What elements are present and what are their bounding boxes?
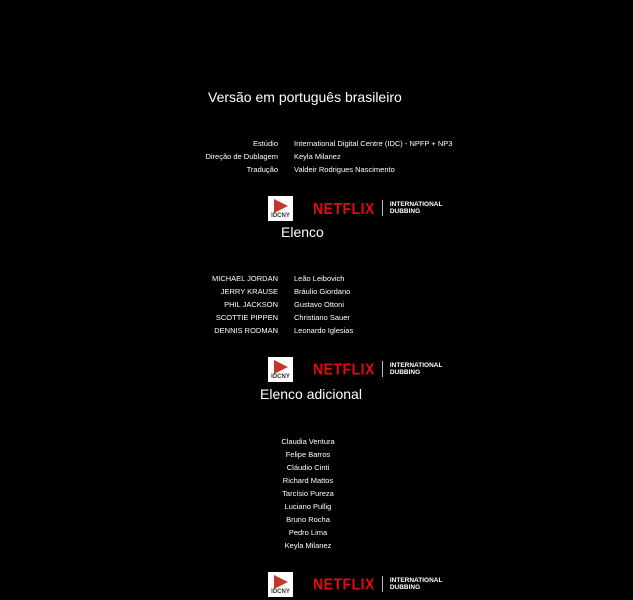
character-name: SCOTTIE PIPPEN (215, 313, 278, 322)
credit-role: Tradução (246, 165, 278, 174)
cast-row (174, 311, 353, 324)
dubbing-logos (268, 195, 442, 221)
character-name: PHIL JACKSON (224, 300, 278, 309)
studio-credits (174, 137, 452, 176)
cast-row (174, 272, 353, 285)
dubbing-logos (268, 356, 442, 382)
additional-cast-name: Felipe Barros (285, 450, 331, 459)
international-dubbing-label (390, 201, 443, 215)
netflix-logo: NETFLIX (313, 198, 375, 218)
additional-cast-name: Luciano Pullig (284, 502, 332, 511)
international-label: INTERNATIONAL (389, 577, 443, 584)
idc-logo (268, 572, 293, 597)
credit-row (174, 163, 452, 176)
idc-logo (268, 196, 293, 221)
idc-logo-text: IDCNY (271, 588, 290, 595)
actor-name: Leonardo Iglesias (294, 326, 354, 335)
cast-row (174, 285, 353, 298)
credit-name: Valdeir Rodrigues Nascimento (294, 165, 395, 174)
additional-cast-name: Richard Mattos (282, 476, 334, 485)
cast-row (174, 298, 353, 311)
credit-row (174, 137, 452, 150)
additional-cast-name: Claudia Ventura (281, 437, 335, 446)
international-dubbing-label (390, 362, 443, 376)
additional-cast-name: Keyla Milanez (284, 541, 332, 550)
dubbing-label: DUBBING (389, 208, 421, 215)
netflix-logo: NETFLIX (313, 359, 375, 379)
credit-role: Direção de Dublagem (205, 152, 278, 161)
logo-divider (382, 361, 383, 377)
cast-credits (174, 272, 353, 337)
actor-name: Christiano Sauer (294, 313, 350, 322)
logo-divider (382, 200, 383, 216)
character-name: JERRY KRAUSE (220, 287, 278, 296)
logo-divider (382, 576, 383, 592)
character-name: MICHAEL JORDAN (212, 274, 278, 283)
credit-name: Keyla Milanez (294, 152, 341, 161)
international-label: INTERNATIONAL (389, 362, 443, 369)
cast-title: Elenco (281, 224, 324, 240)
actor-name: Bráulio Giordano (294, 287, 351, 296)
credit-row (174, 150, 452, 163)
additional-cast-name: Cláudio Cinti (286, 463, 330, 472)
additional-cast-name: Tarcísio Pureza (282, 489, 334, 498)
idc-logo-text: IDCNY (271, 373, 290, 380)
cast-row (174, 324, 353, 337)
international-dubbing-label (390, 577, 443, 591)
dubbing-label: DUBBING (389, 584, 421, 591)
additional-cast-name: Bruno Rocha (286, 515, 330, 524)
portuguese-version-title: Versão em português brasileiro (208, 89, 402, 105)
dubbing-logos (268, 571, 442, 597)
additional-cast-name: Pedro Lima (288, 528, 328, 537)
character-name: DENNIS RODMAN (214, 326, 278, 335)
dubbing-label: DUBBING (389, 369, 421, 376)
netflix-logo: NETFLIX (313, 574, 375, 594)
actor-name: Leão Leibovich (294, 274, 345, 283)
additional-cast-title: Elenco adicional (260, 386, 362, 402)
credit-name: International Digital Centre (IDC) - NPFP + NP3 (294, 139, 453, 148)
additional-cast-list (208, 435, 408, 552)
actor-name: Gustavo Ottoni (294, 300, 345, 309)
idc-logo (268, 357, 293, 382)
credit-role: Estúdio (252, 139, 278, 148)
international-label: INTERNATIONAL (389, 201, 443, 208)
idc-logo-text: IDCNY (271, 212, 290, 219)
